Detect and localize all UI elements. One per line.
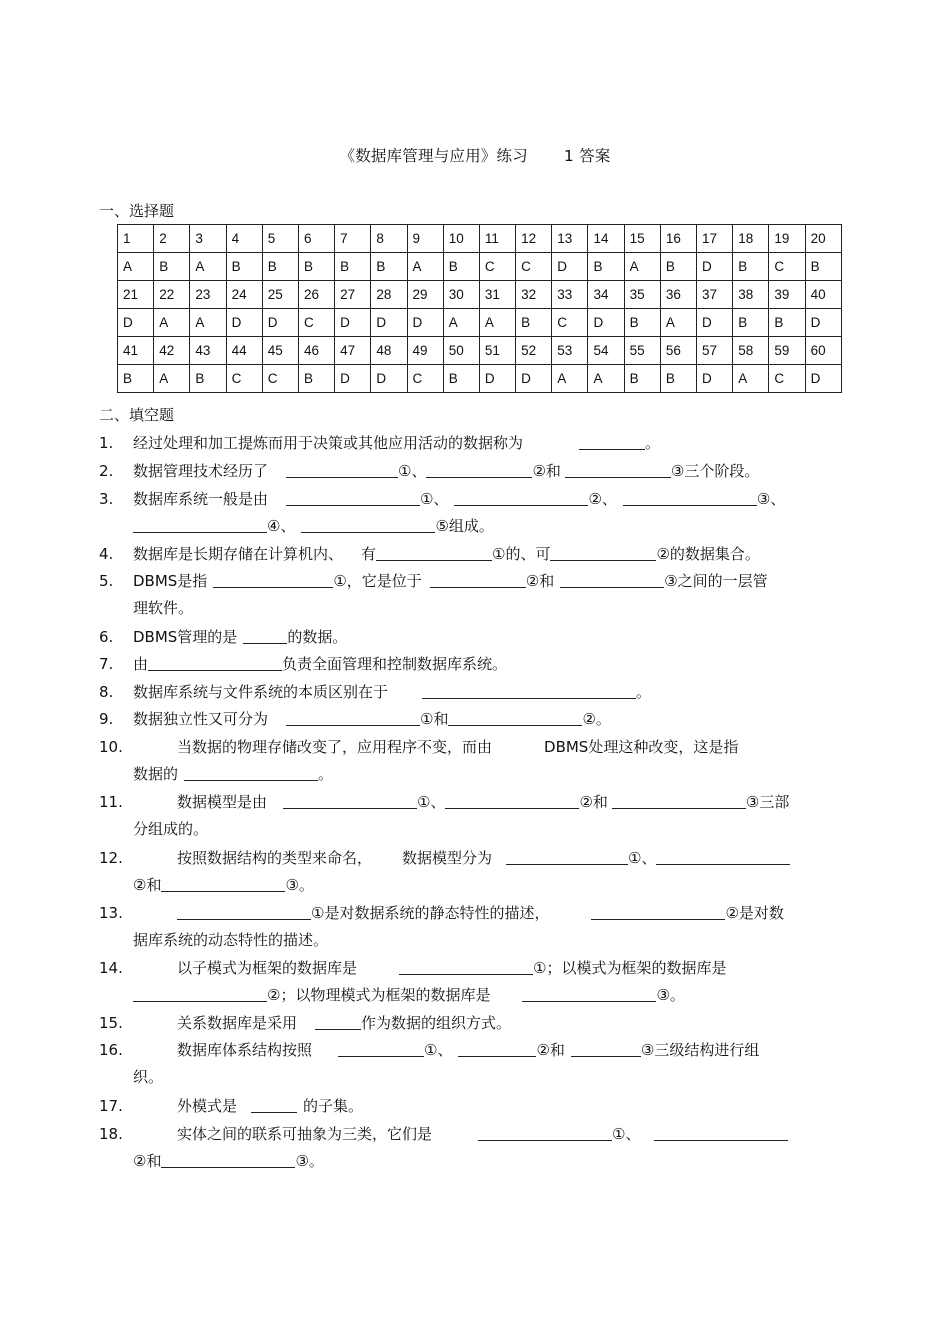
answer-cell: B: [733, 253, 769, 281]
page-title: [0, 144, 950, 166]
answer-blank: [560, 571, 664, 588]
question-text: 数据库系统与文件系统的本质区别在于: [133, 683, 389, 701]
question-number-cell: 8: [371, 225, 407, 253]
question-text: ③三个阶段。: [670, 462, 760, 480]
number-row: [118, 225, 842, 253]
question-7: [99, 651, 839, 678]
question-text: ①，它是位于: [333, 572, 422, 590]
question-number-cell: 10: [443, 225, 479, 253]
question-13: [99, 900, 839, 954]
question-text: ①、: [398, 462, 427, 480]
answer-cell: D: [805, 309, 841, 337]
question-number: 2.: [99, 462, 114, 480]
question-number-cell: 46: [298, 337, 334, 365]
question-number-cell: 6: [298, 225, 334, 253]
question-number: 18.: [99, 1125, 123, 1143]
answer-cell: A: [154, 309, 190, 337]
question-3: [99, 486, 839, 540]
answer-cell: B: [154, 253, 190, 281]
section-heading-choice: 一、选择题: [99, 202, 175, 220]
question-text: 理软件。: [133, 599, 194, 617]
question-number-cell: 54: [588, 337, 624, 365]
question-number: 1.: [99, 434, 114, 452]
question-text: ②是对数: [725, 904, 784, 922]
question-text: ③。: [656, 986, 685, 1004]
answer-blank: [591, 903, 725, 920]
section-heading-fill: 二、填空题: [99, 406, 175, 424]
answer-cell: B: [443, 253, 479, 281]
answer-cell: D: [697, 253, 733, 281]
question-number-cell: 42: [154, 337, 190, 365]
question-9: [99, 706, 839, 733]
answer-cell: B: [660, 253, 696, 281]
answer-cell: A: [552, 365, 588, 393]
answer-cell: D: [226, 309, 262, 337]
question-number-cell: 7: [335, 225, 371, 253]
answer-blank: [426, 461, 532, 478]
question-text: ②和: [536, 1041, 565, 1059]
answer-cell: A: [479, 309, 515, 337]
answer-blank: [177, 903, 311, 920]
question-number: 16.: [99, 1041, 123, 1059]
question-17: [99, 1093, 839, 1120]
question-text: 数据独立性又可分为: [133, 710, 269, 728]
answer-cell: C: [769, 253, 805, 281]
question-12: [99, 845, 839, 899]
answer-cell: B: [335, 253, 371, 281]
question-text: ③三部: [745, 793, 790, 811]
answer-blank: [338, 1040, 424, 1057]
question-number: 14.: [99, 959, 123, 977]
answer-cell: A: [624, 253, 660, 281]
question-number-cell: 59: [769, 337, 805, 365]
question-text: ①、: [628, 849, 657, 867]
question-text: ①是对数据系统的静态特性的描述，: [311, 904, 550, 922]
question-number: 17.: [99, 1097, 123, 1115]
answer-cell: C: [407, 365, 443, 393]
answer-blank: [161, 1151, 295, 1168]
answer-blank: [251, 1096, 297, 1113]
question-number-cell: 55: [624, 337, 660, 365]
answer-blank: [133, 985, 267, 1002]
question-text: ①的、可: [492, 545, 551, 563]
question-6: [99, 624, 839, 651]
answer-cell: B: [226, 253, 262, 281]
answer-cell: D: [335, 365, 371, 393]
question-11: [99, 789, 839, 843]
question-16: [99, 1037, 839, 1091]
question-number-cell: 11: [479, 225, 515, 253]
question-text: 数据的: [133, 765, 179, 783]
answer-blank: [571, 1040, 641, 1057]
answer-blank: [448, 709, 582, 726]
answer-cell: B: [805, 253, 841, 281]
answer-blank: [422, 682, 636, 699]
question-number-cell: 60: [805, 337, 841, 365]
question-14: [99, 955, 839, 1009]
answer-cell: B: [298, 365, 334, 393]
question-number-cell: 44: [226, 337, 262, 365]
question-number-cell: 26: [298, 281, 334, 309]
answer-blank: [315, 1013, 361, 1030]
answer-cell: A: [660, 309, 696, 337]
answer-cell: C: [226, 365, 262, 393]
question-text: 当数据的物理存储改变了，应用程序不变，而由: [177, 738, 493, 756]
question-text: ③、: [756, 490, 786, 508]
answer-cell: A: [118, 253, 154, 281]
answer-blank: [283, 792, 417, 809]
question-number-cell: 1: [118, 225, 154, 253]
question-number: 15.: [99, 1014, 123, 1032]
question-number: 5.: [99, 572, 114, 590]
question-number-cell: 16: [660, 225, 696, 253]
question-number-cell: 19: [769, 225, 805, 253]
question-number-cell: 22: [154, 281, 190, 309]
question-text: 数据模型是由: [177, 793, 268, 811]
question-number: 7.: [99, 655, 114, 673]
answer-blank: [243, 627, 287, 644]
title-text: 《数据库管理与应用》练习: [339, 147, 528, 165]
question-number-cell: 3: [190, 225, 226, 253]
answer-cell: D: [118, 309, 154, 337]
question-number-cell: 13: [552, 225, 588, 253]
question-text: 以子模式为框架的数据库是: [177, 959, 358, 977]
question-number-cell: 45: [262, 337, 298, 365]
answer-blank: [550, 544, 656, 561]
question-number-cell: 17: [697, 225, 733, 253]
question-text: ③。: [295, 1152, 324, 1170]
question-text: 关系数据库是采用: [177, 1014, 298, 1032]
answer-cell: D: [552, 253, 588, 281]
question-text: ④、: [267, 517, 296, 535]
answer-blank: [458, 1040, 536, 1057]
answer-cell: D: [335, 309, 371, 337]
question-number-cell: 25: [262, 281, 298, 309]
question-number-cell: 36: [660, 281, 696, 309]
answer-cell: A: [443, 309, 479, 337]
answer-cell: A: [154, 365, 190, 393]
answer-cell: A: [588, 365, 624, 393]
question-number-cell: 23: [190, 281, 226, 309]
question-1: [99, 430, 839, 457]
question-text: 。: [318, 765, 334, 783]
answer-cell: B: [443, 365, 479, 393]
question-number: 4.: [99, 545, 114, 563]
question-4: [99, 541, 839, 568]
answer-cell: D: [805, 365, 841, 393]
question-15: [99, 1010, 839, 1037]
question-number: 13.: [99, 904, 123, 922]
question-text: 实体之间的联系可抽象为三类，它们是: [177, 1125, 433, 1143]
answer-blank: [579, 433, 645, 450]
question-number-cell: 28: [371, 281, 407, 309]
question-text: ②、: [588, 490, 617, 508]
question-number-cell: 30: [443, 281, 479, 309]
question-number-cell: 53: [552, 337, 588, 365]
question-number-cell: 33: [552, 281, 588, 309]
answer-cell: D: [371, 365, 407, 393]
answer-cell: A: [190, 253, 226, 281]
answer-blank: [565, 461, 671, 478]
answer-cell: D: [371, 309, 407, 337]
answer-cell: B: [118, 365, 154, 393]
answer-cell: D: [407, 309, 443, 337]
question-text: ②；以物理模式为框架的数据库是: [267, 986, 491, 1004]
answer-blank: [399, 958, 533, 975]
answer-cell: B: [190, 365, 226, 393]
question-text: ①、: [420, 490, 449, 508]
answer-blank: [623, 489, 757, 506]
question-number-cell: 56: [660, 337, 696, 365]
question-2: [99, 458, 839, 485]
answer-cell: C: [479, 253, 515, 281]
number-row: [118, 281, 842, 309]
question-number-cell: 29: [407, 281, 443, 309]
question-number: 12.: [99, 849, 123, 867]
answer-blank: [148, 654, 282, 671]
answer-cell: A: [407, 253, 443, 281]
question-number-cell: 5: [262, 225, 298, 253]
answer-blank: [454, 489, 588, 506]
answer-cell: D: [588, 309, 624, 337]
answer-cell: A: [190, 309, 226, 337]
answer-cell: C: [298, 309, 334, 337]
question-text: ①；以模式为框架的数据库是: [533, 959, 727, 977]
question-number-cell: 52: [516, 337, 552, 365]
answer-cell: B: [660, 365, 696, 393]
question-number-cell: 57: [697, 337, 733, 365]
answer-blank: [184, 764, 318, 781]
question-number: 6.: [99, 628, 114, 646]
answer-blank: [161, 875, 285, 892]
answer-cell: C: [769, 365, 805, 393]
question-number-cell: 47: [335, 337, 371, 365]
answer-blank: [506, 848, 628, 865]
question-text: 。: [636, 683, 652, 701]
question-number: 8.: [99, 683, 114, 701]
question-text: 数据库是长期存储在计算机内、: [133, 545, 344, 563]
title-number: 1 答案: [563, 147, 611, 165]
answer-cell: D: [697, 365, 733, 393]
question-text: ②的数据集合。: [656, 545, 760, 563]
answer-blank: [286, 489, 420, 506]
question-8: [99, 679, 839, 706]
question-text: ①、: [612, 1125, 641, 1143]
question-text: 。: [645, 434, 661, 452]
question-number-cell: 20: [805, 225, 841, 253]
question-number-cell: 14: [588, 225, 624, 253]
question-text: ②和: [133, 876, 162, 894]
question-text: 经过处理和加工提炼而用于决策或其他应用活动的数据称为: [133, 434, 524, 452]
question-number-cell: 38: [733, 281, 769, 309]
question-text: 由: [133, 655, 149, 673]
answer-blank: [612, 792, 746, 809]
answer-blank: [301, 516, 435, 533]
answer-blank: [478, 1124, 612, 1141]
question-text: 外模式是: [177, 1097, 238, 1115]
answer-row: [118, 365, 842, 393]
answer-cell: D: [262, 309, 298, 337]
question-number-cell: 15: [624, 225, 660, 253]
question-number-cell: 32: [516, 281, 552, 309]
question-text: 的子集。: [303, 1097, 364, 1115]
answer-blank: [654, 1124, 788, 1141]
question-5: [99, 568, 839, 622]
question-number-cell: 39: [769, 281, 805, 309]
question-text: ③三级结构进行组: [640, 1041, 760, 1059]
question-text: 数据库体系结构按照: [177, 1041, 313, 1059]
answer-cell: B: [371, 253, 407, 281]
answer-cell: B: [298, 253, 334, 281]
answer-row: [118, 309, 842, 337]
question-number: 3.: [99, 490, 114, 508]
question-text: 有: [361, 545, 377, 563]
question-text: ⑤组成。: [435, 517, 494, 535]
question-text: ③。: [285, 876, 314, 894]
question-number-cell: 58: [733, 337, 769, 365]
question-text: ②和: [532, 462, 561, 480]
question-number-cell: 35: [624, 281, 660, 309]
answer-blank: [445, 792, 579, 809]
question-text: 的数据。: [287, 628, 348, 646]
question-text: 数据库系统一般是由: [133, 490, 269, 508]
question-text: ①和: [420, 710, 449, 728]
question-number-cell: 41: [118, 337, 154, 365]
answer-cell: D: [479, 365, 515, 393]
question-text: DBMS是指: [133, 572, 208, 590]
question-number-cell: 2: [154, 225, 190, 253]
question-number-cell: 43: [190, 337, 226, 365]
question-number-cell: 9: [407, 225, 443, 253]
answer-blank: [213, 571, 333, 588]
answer-cell: B: [262, 253, 298, 281]
question-number-cell: 34: [588, 281, 624, 309]
answer-cell: B: [624, 365, 660, 393]
question-text: ①、: [424, 1041, 453, 1059]
answer-cell: B: [624, 309, 660, 337]
question-number-cell: 50: [443, 337, 479, 365]
answer-cell: D: [697, 309, 733, 337]
answer-cell: B: [516, 309, 552, 337]
question-text: ①、: [417, 793, 446, 811]
question-text: ②和: [133, 1152, 162, 1170]
answer-blank: [286, 461, 398, 478]
question-text: ②。: [582, 710, 611, 728]
answer-cell: D: [516, 365, 552, 393]
question-text: 数据模型分为: [402, 849, 493, 867]
question-number-cell: 51: [479, 337, 515, 365]
question-text: 织。: [133, 1068, 164, 1086]
question-text: ②和: [579, 793, 608, 811]
question-number-cell: 24: [226, 281, 262, 309]
question-18: [99, 1121, 839, 1175]
question-number: 9.: [99, 710, 114, 728]
question-number: 10.: [99, 738, 123, 756]
answer-blank: [430, 571, 526, 588]
question-text: 作为数据的组织方式。: [361, 1014, 512, 1032]
question-number-cell: 4: [226, 225, 262, 253]
answer-blank: [133, 516, 267, 533]
question-text: 分组成的。: [133, 820, 209, 838]
question-text: 负责全面管理和控制数据库系统。: [282, 655, 508, 673]
answer-cell: C: [516, 253, 552, 281]
question-number-cell: 12: [516, 225, 552, 253]
question-number-cell: 40: [805, 281, 841, 309]
question-number-cell: 37: [697, 281, 733, 309]
answer-blank: [376, 544, 492, 561]
question-number-cell: 27: [335, 281, 371, 309]
question-text: DBMS管理的是: [133, 628, 238, 646]
question-number-cell: 21: [118, 281, 154, 309]
question-number: 11.: [99, 793, 123, 811]
question-text: ③之间的一层管: [664, 572, 768, 590]
answer-blank: [522, 985, 656, 1002]
question-number-cell: 18: [733, 225, 769, 253]
answer-cell: B: [733, 309, 769, 337]
answer-cell: B: [769, 309, 805, 337]
answer-cell: A: [733, 365, 769, 393]
question-text: ②和: [525, 572, 555, 590]
answer-blank: [656, 848, 790, 865]
answer-row: [118, 253, 842, 281]
question-text: 据库系统的动态特性的描述。: [133, 931, 329, 949]
answer-cell: C: [262, 365, 298, 393]
question-number-cell: 49: [407, 337, 443, 365]
answer-table: [117, 224, 842, 393]
question-text: DBMS处理这种改变，这是指: [544, 738, 739, 756]
question-10: [99, 734, 839, 788]
question-number-cell: 31: [479, 281, 515, 309]
answer-cell: B: [588, 253, 624, 281]
question-number-cell: 48: [371, 337, 407, 365]
answer-blank: [286, 709, 420, 726]
answer-cell: C: [552, 309, 588, 337]
question-text: 按照数据结构的类型来命名，: [177, 849, 373, 867]
number-row: [118, 337, 842, 365]
question-text: 数据管理技术经历了: [133, 462, 269, 480]
